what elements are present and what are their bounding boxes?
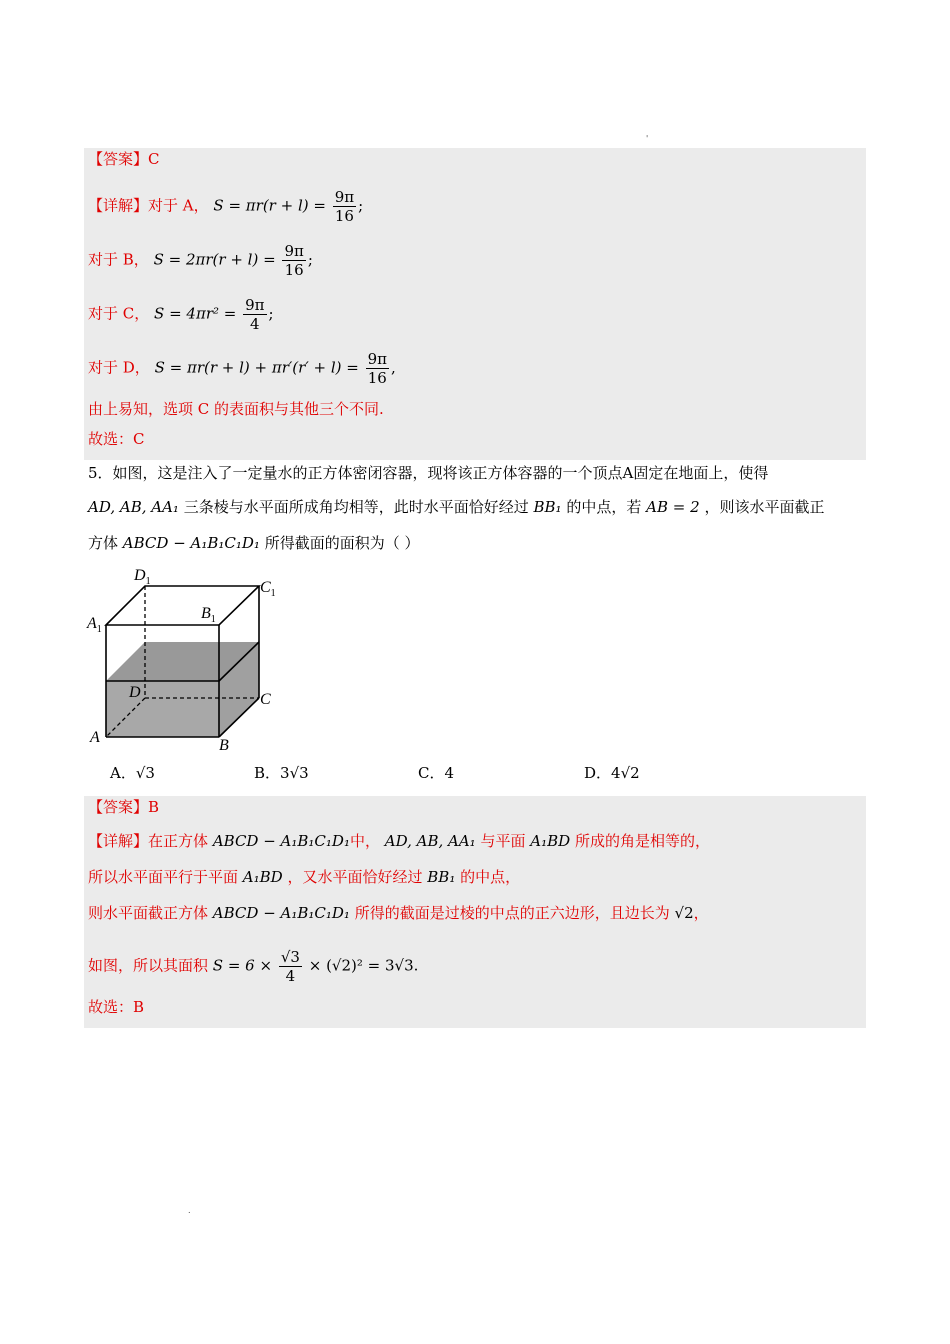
q4-conclusion: 由上易知，选项 C 的表面积与其他三个不同. bbox=[88, 400, 384, 418]
label-c1: $C_1$ bbox=[260, 579, 276, 599]
q5-detail-1: 【详解】在正方体 ABCD − A₁B₁C₁D₁中， AD, AB, AA₁ 与平面 A₁BD 所成的角是相等的， bbox=[88, 832, 710, 850]
q5-detail-2: 所以水平面平行于平面 A₁BD ，又水平面恰好经过 BB₁ 的中点， bbox=[88, 868, 521, 886]
q5-answer: 【答案】B bbox=[88, 798, 160, 816]
q4-detail-a: 【详解】对于 A， S = πr(r + l) = $\frac{9\pi}{16}$ ; bbox=[88, 188, 364, 225]
q5-question-line1: 5．如图，这是注入了一定量水的正方体密闭容器，现将该正方体容器的一个顶点A固定在地面上，使得 bbox=[88, 464, 769, 482]
q4-detail-b: 对于 B， S = 2πr(r + l) = $\frac{9\pi}{16}$ ; bbox=[88, 242, 313, 279]
q5-question-line2: AD, AB, AA₁ 三条棱与水平面所成角均相等，此时水平面恰好经过 BB₁ 的中点，若 AB = 2 ，则该水平面截正 bbox=[88, 498, 825, 516]
label-d1: $D_1$ bbox=[134, 567, 151, 587]
label-a1: $A_1$ bbox=[87, 615, 102, 635]
option-d[interactable]: D．4√2 bbox=[584, 764, 640, 782]
q5-detail-3: 则水平面截正方体 ABCD − A₁B₁C₁D₁ 所得的截面是过棱的中点的正六边形，且边长为 √2， bbox=[88, 904, 709, 922]
q5-choice: 故选：B bbox=[88, 998, 145, 1016]
cube-figure bbox=[84, 562, 294, 757]
stray-dot: ' bbox=[646, 134, 649, 143]
label-c: C bbox=[260, 691, 271, 708]
label-b: B bbox=[219, 737, 229, 754]
q5-question-line3: 方体 ABCD − A₁B₁C₁D₁ 所得截面的面积为（ ） bbox=[88, 534, 420, 552]
q5-detail-4: 如图，所以其面积 S = 6 × $\frac{√3}{4}$ × (√2)² = 3√3. bbox=[88, 948, 419, 985]
q4-detail-c: 对于 C， S = 4πr² = $\frac{9\pi}{4}$ ; bbox=[88, 296, 274, 333]
option-c[interactable]: C．4 bbox=[418, 764, 455, 782]
stray-dot: . bbox=[188, 1206, 191, 1215]
water-front-face bbox=[106, 681, 219, 737]
q4-answer: 【答案】C bbox=[88, 150, 160, 168]
q4-detail-d: 对于 D， S = πr(r + l) + πr′(r′ + l) = $\frac{9\pi}{16}$ , bbox=[88, 350, 396, 387]
option-a[interactable]: A．√3 bbox=[110, 764, 155, 782]
q4-choice: 故选：C bbox=[88, 430, 145, 448]
label-d: D bbox=[129, 684, 141, 701]
top-face-edges bbox=[106, 586, 259, 625]
option-b[interactable]: B．3√3 bbox=[254, 764, 309, 782]
label-a: A bbox=[90, 729, 100, 746]
label-b1: $B_1$ bbox=[201, 605, 216, 625]
